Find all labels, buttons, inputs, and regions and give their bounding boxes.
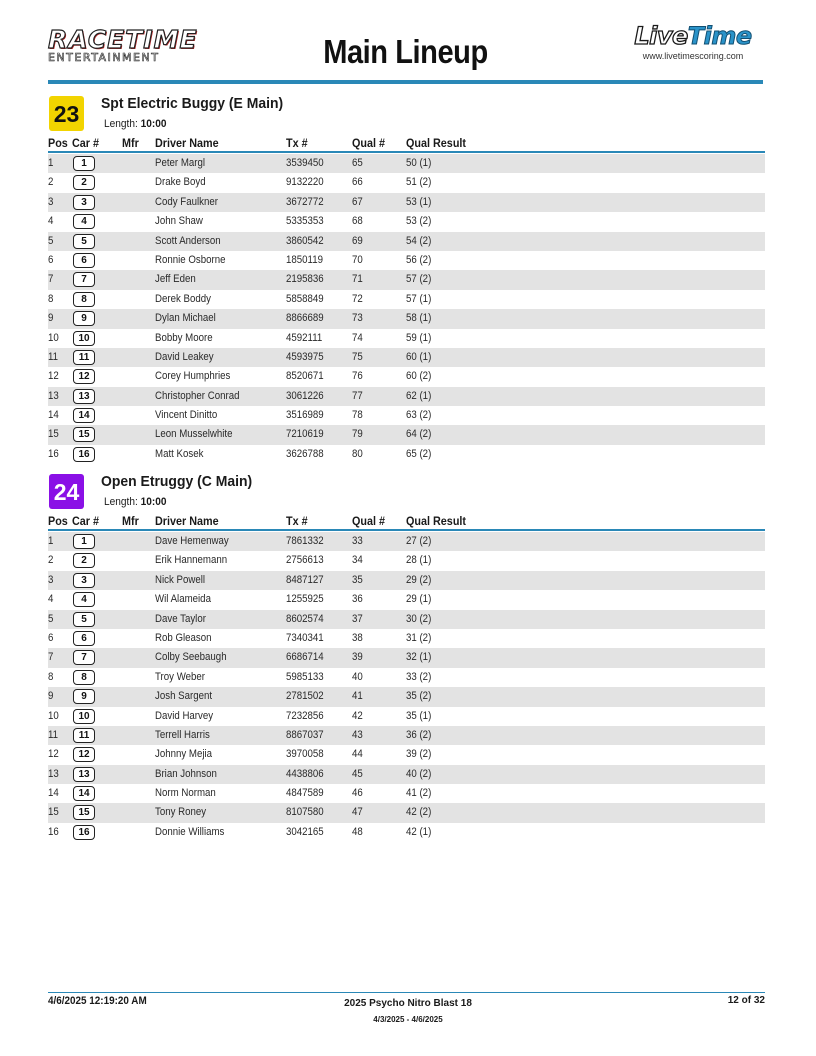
car-number-badge: 11 bbox=[73, 350, 95, 365]
table-row bbox=[48, 290, 765, 309]
qual-result-cell: 60 (2) bbox=[406, 370, 432, 383]
car-number-badge: 11 bbox=[73, 728, 95, 743]
car-number-badge: 12 bbox=[73, 747, 95, 762]
position-cell: 12 bbox=[48, 748, 59, 761]
table-row bbox=[48, 329, 765, 348]
race-length-value: 10:00 bbox=[140, 496, 167, 508]
qual-number-cell: 73 bbox=[352, 312, 363, 325]
qual-result-cell: 65 (2) bbox=[406, 447, 432, 460]
car-number-badge: 1 bbox=[73, 534, 95, 549]
position-cell: 11 bbox=[48, 350, 59, 363]
qual-number-cell: 67 bbox=[352, 195, 363, 208]
qual-result-cell: 39 (2) bbox=[406, 748, 432, 761]
livetime-logo-live: Live bbox=[634, 22, 688, 50]
transponder-cell: 8867037 bbox=[286, 728, 324, 741]
qual-number-cell: 43 bbox=[352, 728, 363, 741]
lineup-table bbox=[48, 154, 765, 464]
driver-name-cell: Ronnie Osborne bbox=[155, 253, 226, 266]
footer-divider bbox=[48, 992, 765, 993]
table-row bbox=[48, 387, 765, 406]
qual-result-cell: 28 (1) bbox=[406, 554, 432, 567]
position-cell: 10 bbox=[48, 331, 59, 344]
transponder-cell: 3672772 bbox=[286, 195, 324, 208]
driver-name-cell: Drake Boyd bbox=[155, 176, 206, 189]
table-header-divider bbox=[48, 151, 765, 153]
position-cell: 10 bbox=[48, 709, 59, 722]
transponder-cell: 3626788 bbox=[286, 447, 324, 460]
qual-result-cell: 63 (2) bbox=[406, 409, 432, 422]
transponder-cell: 8107580 bbox=[286, 806, 324, 819]
qual-number-cell: 47 bbox=[352, 806, 363, 819]
livetime-logo bbox=[623, 22, 763, 61]
transponder-cell: 2195836 bbox=[286, 273, 324, 286]
driver-name-cell: Brian Johnson bbox=[155, 767, 217, 780]
qual-number-cell: 79 bbox=[352, 428, 363, 441]
table-header-divider bbox=[48, 529, 765, 531]
table-row bbox=[48, 707, 765, 726]
qual-result-cell: 59 (1) bbox=[406, 331, 432, 344]
driver-name-cell: Josh Sargent bbox=[155, 690, 213, 703]
table-row bbox=[48, 648, 765, 667]
table-row bbox=[48, 629, 765, 648]
position-cell: 13 bbox=[48, 389, 59, 402]
qual-result-cell: 53 (1) bbox=[406, 195, 432, 208]
car-number-badge: 15 bbox=[73, 427, 95, 442]
qual-number-cell: 35 bbox=[352, 573, 363, 586]
qual-number-cell: 70 bbox=[352, 253, 363, 266]
table-row bbox=[48, 193, 765, 212]
driver-name-cell: Terrell Harris bbox=[155, 728, 210, 741]
car-number-badge: 6 bbox=[73, 631, 95, 646]
car-number-badge: 10 bbox=[73, 331, 95, 346]
livetime-logo-time: Time bbox=[687, 22, 752, 50]
table-row bbox=[48, 726, 765, 745]
table-row bbox=[48, 425, 765, 444]
livetime-url: www.livetimescoring.com bbox=[642, 51, 744, 61]
qual-number-cell: 34 bbox=[352, 554, 363, 567]
transponder-cell: 4593975 bbox=[286, 350, 324, 363]
driver-name-cell: Dave Hemenway bbox=[155, 535, 229, 547]
car-number-badge: 16 bbox=[73, 447, 95, 462]
driver-name-cell: Christopher Conrad bbox=[155, 389, 240, 402]
col-qual-result-header: Qual Result bbox=[406, 514, 467, 528]
race-number-badge: 24 bbox=[49, 474, 84, 509]
driver-name-cell: Scott Anderson bbox=[155, 234, 221, 247]
qual-number-cell: 71 bbox=[352, 273, 363, 286]
position-cell: 14 bbox=[48, 787, 59, 800]
race-number-badge: 23 bbox=[49, 96, 84, 131]
table-row bbox=[48, 173, 765, 192]
car-number-badge: 15 bbox=[73, 805, 95, 820]
qual-result-cell: 58 (1) bbox=[406, 312, 432, 325]
qual-result-cell: 40 (2) bbox=[406, 767, 432, 780]
transponder-cell: 8866689 bbox=[286, 312, 324, 325]
table-row bbox=[48, 367, 765, 386]
print-timestamp: 4/6/2025 12:19:20 AM bbox=[48, 995, 147, 1007]
table-row bbox=[48, 270, 765, 289]
qual-number-cell: 41 bbox=[352, 690, 363, 703]
qual-result-cell: 31 (2) bbox=[406, 631, 432, 644]
qual-number-cell: 77 bbox=[352, 389, 363, 402]
col-tx-header: Tx # bbox=[286, 514, 308, 528]
qual-result-cell: 30 (2) bbox=[406, 612, 432, 625]
qual-result-cell: 27 (2) bbox=[406, 535, 432, 547]
qual-number-cell: 75 bbox=[352, 350, 363, 363]
qual-result-cell: 35 (2) bbox=[406, 690, 432, 703]
driver-name-cell: Nick Powell bbox=[155, 573, 206, 586]
table-row bbox=[48, 571, 765, 590]
driver-name-cell: Colby Seebaugh bbox=[155, 651, 227, 664]
qual-result-cell: 57 (1) bbox=[406, 292, 432, 305]
driver-name-cell: Tony Roney bbox=[155, 806, 207, 819]
qual-number-cell: 33 bbox=[352, 535, 363, 547]
table-row bbox=[48, 668, 765, 687]
driver-name-cell: Erik Hannemann bbox=[155, 554, 228, 567]
car-number-badge: 2 bbox=[73, 175, 95, 190]
qual-number-cell: 80 bbox=[352, 447, 363, 460]
qual-result-cell: 42 (1) bbox=[406, 825, 432, 838]
position-cell: 4 bbox=[48, 593, 54, 606]
table-row bbox=[48, 348, 765, 367]
position-cell: 2 bbox=[48, 176, 54, 189]
driver-name-cell: Leon Musselwhite bbox=[155, 428, 233, 441]
qual-result-cell: 54 (2) bbox=[406, 234, 432, 247]
table-row bbox=[48, 532, 765, 551]
transponder-cell: 7210619 bbox=[286, 428, 324, 441]
car-number-badge: 9 bbox=[73, 689, 95, 704]
position-cell: 16 bbox=[48, 447, 59, 460]
qual-result-cell: 57 (2) bbox=[406, 273, 432, 286]
page-number: 12 of 32 bbox=[727, 995, 765, 1006]
transponder-cell: 5858849 bbox=[286, 292, 324, 305]
transponder-cell: 3042165 bbox=[286, 825, 324, 838]
qual-number-cell: 40 bbox=[352, 670, 363, 683]
car-number-badge: 1 bbox=[73, 156, 95, 171]
transponder-cell: 8602574 bbox=[286, 612, 324, 625]
driver-name-cell: John Shaw bbox=[155, 215, 203, 228]
page-header bbox=[48, 20, 763, 82]
position-cell: 12 bbox=[48, 370, 59, 383]
driver-name-cell: Peter Margl bbox=[155, 157, 206, 169]
col-qual-header: Qual # bbox=[352, 514, 386, 528]
qual-result-cell: 35 (1) bbox=[406, 709, 432, 722]
transponder-cell: 6686714 bbox=[286, 651, 324, 664]
event-name: 2025 Psycho Nitro Blast 18 bbox=[344, 998, 472, 1009]
driver-name-cell: David Harvey bbox=[155, 709, 214, 722]
col-car-header: Car # bbox=[72, 514, 100, 528]
driver-name-cell: Jeff Eden bbox=[155, 273, 196, 286]
race-name: Spt Electric Buggy (E Main) bbox=[101, 95, 284, 112]
table-row bbox=[48, 687, 765, 706]
col-car-header: Car # bbox=[72, 136, 100, 150]
table-row bbox=[48, 765, 765, 784]
transponder-cell: 1255925 bbox=[286, 593, 324, 606]
transponder-cell: 4847589 bbox=[286, 787, 324, 800]
racetime-logo-subtext: ENTERTAINMENT bbox=[48, 51, 160, 64]
table-header bbox=[48, 136, 765, 152]
transponder-cell: 9132220 bbox=[286, 176, 324, 189]
col-qual-header: Qual # bbox=[352, 136, 386, 150]
transponder-cell: 4592111 bbox=[286, 331, 323, 344]
table-row bbox=[48, 251, 765, 270]
table-row bbox=[48, 551, 765, 570]
driver-name-cell: David Leakey bbox=[155, 350, 214, 363]
racetime-logo-text: RACETIME bbox=[48, 25, 198, 54]
transponder-cell: 3061226 bbox=[286, 389, 324, 402]
position-cell: 9 bbox=[48, 312, 54, 325]
transponder-cell: 3516989 bbox=[286, 409, 324, 422]
qual-number-cell: 36 bbox=[352, 593, 363, 606]
car-number-badge: 8 bbox=[73, 670, 95, 685]
qual-number-cell: 65 bbox=[352, 157, 363, 169]
driver-name-cell: Matt Kosek bbox=[155, 447, 204, 460]
qual-result-cell: 64 (2) bbox=[406, 428, 432, 441]
qual-result-cell: 36 (2) bbox=[406, 728, 432, 741]
position-cell: 5 bbox=[48, 612, 54, 625]
position-cell: 7 bbox=[48, 651, 54, 664]
position-cell: 6 bbox=[48, 253, 54, 266]
qual-number-cell: 46 bbox=[352, 787, 363, 800]
position-cell: 4 bbox=[48, 215, 54, 228]
qual-number-cell: 68 bbox=[352, 215, 363, 228]
transponder-cell: 3970058 bbox=[286, 748, 324, 761]
position-cell: 3 bbox=[48, 573, 54, 586]
driver-name-cell: Wil Alameida bbox=[155, 593, 211, 606]
position-cell: 14 bbox=[48, 409, 59, 422]
table-row bbox=[48, 590, 765, 609]
qual-result-cell: 42 (2) bbox=[406, 806, 432, 819]
table-row bbox=[48, 745, 765, 764]
table-header bbox=[48, 514, 765, 530]
car-number-badge: 16 bbox=[73, 825, 95, 840]
col-driver-header: Driver Name bbox=[155, 136, 219, 150]
position-cell: 8 bbox=[48, 670, 54, 683]
qual-number-cell: 39 bbox=[352, 651, 363, 664]
driver-name-cell: Vincent Dinitto bbox=[155, 409, 218, 422]
position-cell: 3 bbox=[48, 195, 54, 208]
table-row bbox=[48, 309, 765, 328]
race-length-label: Length: bbox=[104, 118, 138, 130]
position-cell: 1 bbox=[48, 535, 54, 547]
position-cell: 13 bbox=[48, 767, 59, 780]
table-row bbox=[48, 445, 765, 464]
transponder-cell: 5335353 bbox=[286, 215, 324, 228]
car-number-badge: 9 bbox=[73, 311, 95, 326]
car-number-badge: 10 bbox=[73, 709, 95, 724]
table-row bbox=[48, 803, 765, 822]
col-pos-header: Pos bbox=[48, 136, 68, 150]
driver-name-cell: Cody Faulkner bbox=[155, 195, 218, 208]
table-row bbox=[48, 232, 765, 251]
position-cell: 8 bbox=[48, 292, 54, 305]
car-number-badge: 4 bbox=[73, 214, 95, 229]
qual-number-cell: 45 bbox=[352, 767, 363, 780]
qual-number-cell: 78 bbox=[352, 409, 363, 422]
event-date-range: 4/3/2025 - 4/6/2025 bbox=[373, 1015, 443, 1024]
race-length bbox=[104, 496, 166, 508]
transponder-cell: 7340341 bbox=[286, 631, 324, 644]
car-number-badge: 12 bbox=[73, 369, 95, 384]
driver-name-cell: Donnie Williams bbox=[155, 825, 225, 838]
header-divider bbox=[48, 80, 763, 84]
col-mfr-header: Mfr bbox=[122, 136, 139, 150]
car-number-badge: 7 bbox=[73, 272, 95, 287]
driver-name-cell: Norm Norman bbox=[155, 787, 216, 800]
race-length-value: 10:00 bbox=[140, 118, 167, 130]
table-row bbox=[48, 406, 765, 425]
race-length bbox=[104, 118, 166, 130]
qual-result-cell: 32 (1) bbox=[406, 651, 432, 664]
qual-number-cell: 42 bbox=[352, 709, 363, 722]
driver-name-cell: Rob Gleason bbox=[155, 631, 212, 644]
col-tx-header: Tx # bbox=[286, 136, 308, 150]
qual-result-cell: 50 (1) bbox=[406, 157, 432, 169]
table-row bbox=[48, 212, 765, 231]
position-cell: 7 bbox=[48, 273, 54, 286]
position-cell: 6 bbox=[48, 631, 54, 644]
qual-result-cell: 33 (2) bbox=[406, 670, 432, 683]
position-cell: 1 bbox=[48, 157, 54, 169]
transponder-cell: 4438806 bbox=[286, 767, 324, 780]
driver-name-cell: Dylan Michael bbox=[155, 312, 216, 325]
lineup-table bbox=[48, 532, 765, 842]
car-number-badge: 14 bbox=[73, 408, 95, 423]
driver-name-cell: Corey Humphries bbox=[155, 370, 231, 383]
position-cell: 9 bbox=[48, 690, 54, 703]
qual-number-cell: 69 bbox=[352, 234, 363, 247]
car-number-badge: 14 bbox=[73, 786, 95, 801]
driver-name-cell: Dave Taylor bbox=[155, 612, 206, 625]
car-number-badge: 8 bbox=[73, 292, 95, 307]
qual-number-cell: 44 bbox=[352, 748, 363, 761]
transponder-cell: 5985133 bbox=[286, 670, 324, 683]
qual-result-cell: 29 (2) bbox=[406, 573, 432, 586]
qual-number-cell: 74 bbox=[352, 331, 363, 344]
transponder-cell: 1850119 bbox=[286, 253, 323, 266]
qual-result-cell: 56 (2) bbox=[406, 253, 432, 266]
car-number-badge: 3 bbox=[73, 573, 95, 588]
position-cell: 5 bbox=[48, 234, 54, 247]
car-number-badge: 2 bbox=[73, 553, 95, 568]
qual-result-cell: 62 (1) bbox=[406, 389, 432, 402]
qual-result-cell: 51 (2) bbox=[406, 176, 432, 189]
race-length-label: Length: bbox=[104, 496, 138, 508]
driver-name-cell: Bobby Moore bbox=[155, 331, 213, 344]
car-number-badge: 3 bbox=[73, 195, 95, 210]
transponder-cell: 2756613 bbox=[286, 554, 324, 567]
transponder-cell: 3860542 bbox=[286, 234, 324, 247]
table-row bbox=[48, 154, 765, 173]
col-mfr-header: Mfr bbox=[122, 514, 139, 528]
transponder-cell: 8487127 bbox=[286, 573, 324, 586]
qual-number-cell: 48 bbox=[352, 825, 363, 838]
transponder-cell: 7861332 bbox=[286, 535, 324, 547]
driver-name-cell: Troy Weber bbox=[155, 670, 206, 683]
transponder-cell: 2781502 bbox=[286, 690, 324, 703]
col-driver-header: Driver Name bbox=[155, 514, 219, 528]
position-cell: 2 bbox=[48, 554, 54, 567]
car-number-badge: 5 bbox=[73, 234, 95, 249]
driver-name-cell: Johnny Mejia bbox=[155, 748, 213, 761]
col-qual-result-header: Qual Result bbox=[406, 136, 467, 150]
car-number-badge: 4 bbox=[73, 592, 95, 607]
race-name: Open Etruggy (C Main) bbox=[101, 473, 253, 490]
qual-result-cell: 53 (2) bbox=[406, 215, 432, 228]
car-number-badge: 7 bbox=[73, 650, 95, 665]
page-title: Main Lineup bbox=[323, 33, 488, 70]
transponder-cell: 7232856 bbox=[286, 709, 324, 722]
car-number-badge: 6 bbox=[73, 253, 95, 268]
qual-number-cell: 37 bbox=[352, 612, 363, 625]
qual-result-cell: 41 (2) bbox=[406, 787, 432, 800]
car-number-badge: 13 bbox=[73, 389, 95, 404]
qual-result-cell: 60 (1) bbox=[406, 350, 432, 363]
position-cell: 15 bbox=[48, 806, 59, 819]
transponder-cell: 3539450 bbox=[286, 157, 324, 169]
position-cell: 16 bbox=[48, 825, 59, 838]
qual-result-cell: 29 (1) bbox=[406, 593, 432, 606]
car-number-badge: 5 bbox=[73, 612, 95, 627]
table-row bbox=[48, 784, 765, 803]
driver-name-cell: Derek Boddy bbox=[155, 292, 211, 305]
qual-number-cell: 76 bbox=[352, 370, 363, 383]
position-cell: 15 bbox=[48, 428, 59, 441]
col-pos-header: Pos bbox=[48, 514, 68, 528]
table-row bbox=[48, 823, 765, 842]
transponder-cell: 8520671 bbox=[286, 370, 324, 383]
qual-number-cell: 72 bbox=[352, 292, 363, 305]
position-cell: 11 bbox=[48, 728, 59, 741]
qual-number-cell: 66 bbox=[352, 176, 363, 189]
table-row bbox=[48, 610, 765, 629]
car-number-badge: 13 bbox=[73, 767, 95, 782]
qual-number-cell: 38 bbox=[352, 631, 363, 644]
